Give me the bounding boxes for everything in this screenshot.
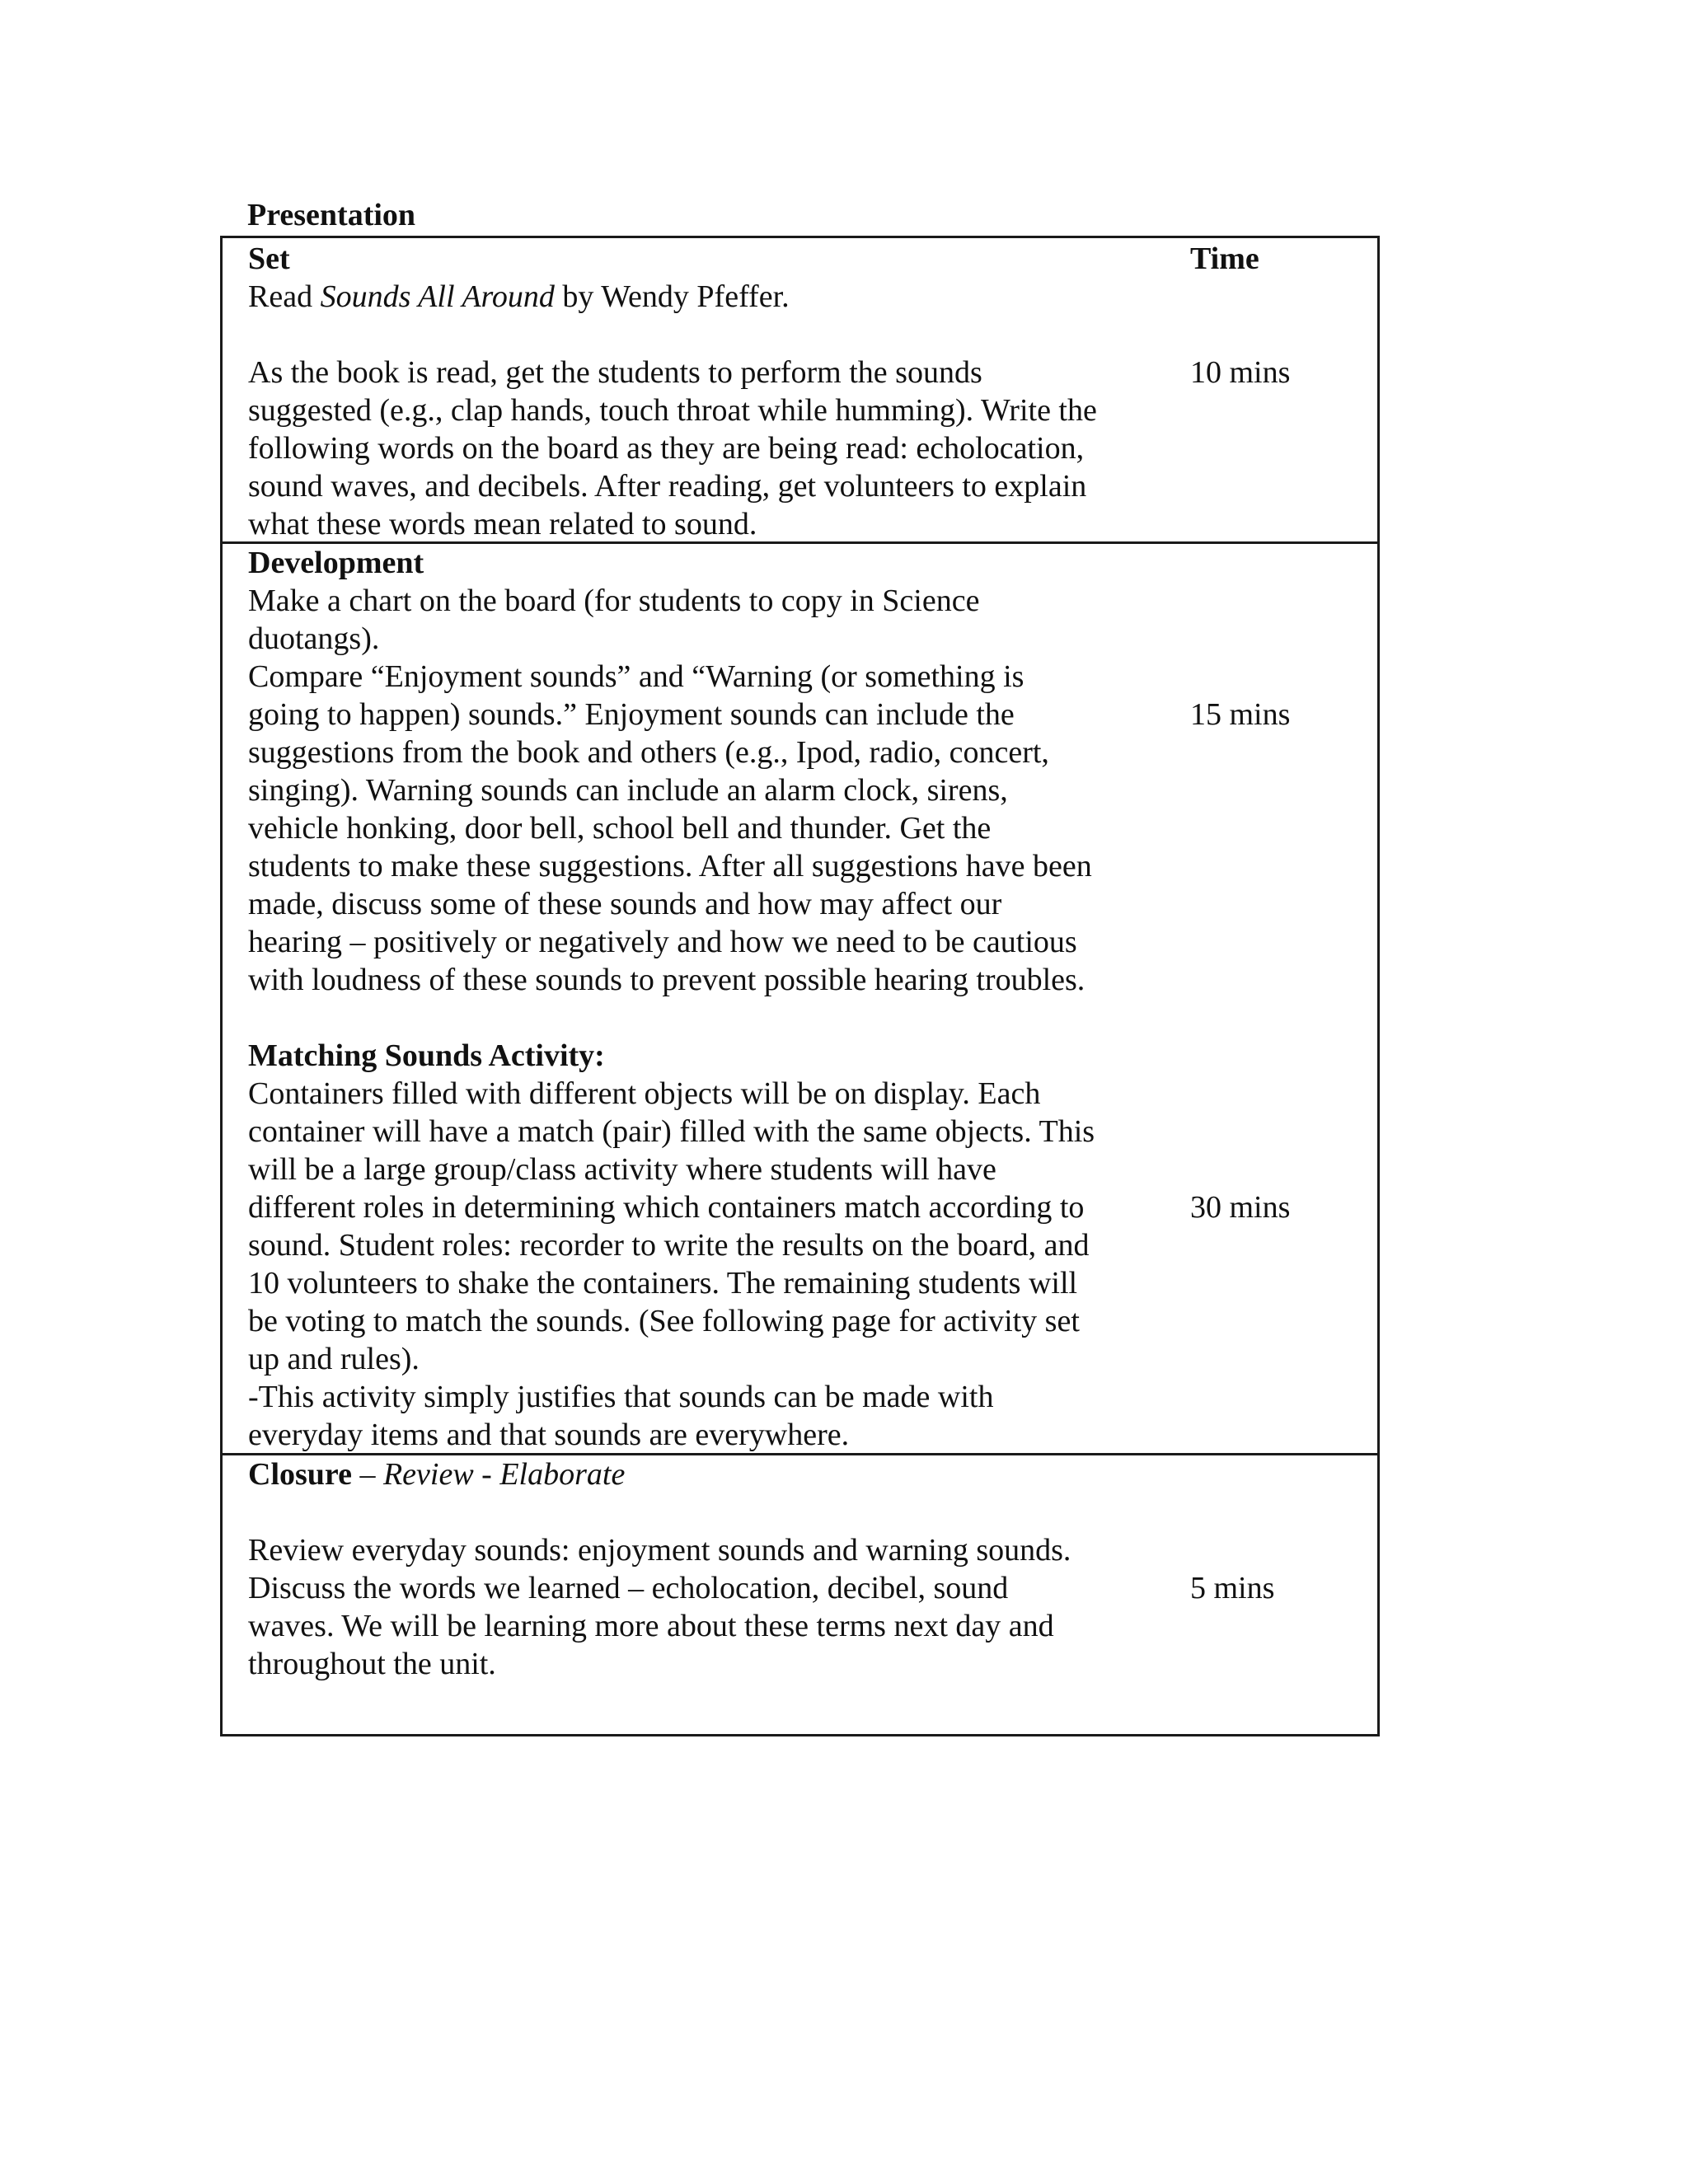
closure-subheading: Review - Elaborate (382, 1457, 626, 1492)
paragraph-line: sound waves, and decibels. After reading, get volunteers to explain (248, 469, 1087, 504)
closure-heading-line (248, 1455, 1221, 1493)
paragraph-line: Make a chart on the board (for students to copy in Science (248, 583, 980, 618)
paragraph-line: As the book is read, get the students to perform the sounds (248, 355, 982, 390)
paragraph-line: going to happen) sounds.” Enjoyment sounds can include the (248, 697, 1015, 732)
activity-heading: Matching Sounds Activity: (248, 1038, 605, 1073)
closure-paragraph (248, 1531, 1221, 1683)
paragraph-line: everyday items and that sounds are everywhere. (248, 1418, 850, 1452)
set-time: 10 mins (1190, 355, 1291, 390)
paragraph-line: be voting to match the sounds. (See following page for activity set (248, 1304, 1080, 1338)
section-title: Presentation (247, 198, 416, 232)
paragraph-line: vehicle honking, door bell, school bell and thunder. Get the (248, 811, 992, 846)
read-suffix: by Wendy Pfeffer. (554, 279, 790, 314)
activity-paragraph (248, 1075, 1221, 1454)
paragraph-line: sound. Student roles: recorder to write the results on the board, and (248, 1228, 1090, 1263)
paragraph-line: suggested (e.g., clap hands, touch throat while humming). Write the (248, 393, 1097, 428)
paragraph-line: throughout the unit. (248, 1647, 496, 1681)
paragraph-line: waves. We will be learning more about these terms next day and (248, 1609, 1054, 1643)
development-row (223, 544, 1377, 1455)
set-heading: Set (248, 241, 290, 276)
paragraph-line: Discuss the words we learned – echolocation, decibel, sound (248, 1571, 1009, 1605)
closure-heading: Closure (248, 1457, 352, 1492)
paragraph-line: up and rules). (248, 1342, 420, 1376)
paragraph-line: Review everyday sounds: enjoyment sounds and warning sounds. (248, 1533, 1071, 1568)
paragraph-line: made, discuss some of these sounds and how may affect our (248, 887, 1002, 921)
paragraph-line: 10 volunteers to shake the containers. The remaining students will (248, 1266, 1078, 1301)
paragraph-line: different roles in determining which containers match according to (248, 1190, 1085, 1225)
paragraph-line: container will have a match (pair) filled with the same objects. This (248, 1114, 1095, 1149)
closure-heading-separator: – (351, 1457, 383, 1492)
read-prefix: Read (248, 279, 321, 314)
paragraph-line: duotangs). (248, 621, 380, 656)
activity-time: 30 mins (1190, 1190, 1291, 1225)
closure-row (223, 1455, 1377, 1734)
paragraph-line: what these words mean related to sound. (248, 507, 757, 541)
paragraph-line: singing). Warning sounds can include an alarm clock, sirens, (248, 773, 1008, 808)
time-column-heading: Time (1190, 241, 1259, 276)
closure-time: 5 mins (1190, 1571, 1275, 1605)
set-paragraph (248, 354, 1221, 543)
paragraph-line: with loudness of these sounds to prevent possible hearing troubles. (248, 963, 1085, 997)
lesson-plan-table (220, 236, 1380, 1736)
paragraph-line: Containers filled with different objects will be on display. Each (248, 1076, 1041, 1111)
paragraph-line: following words on the board as they are being read: echolocation, (248, 431, 1085, 466)
paragraph-line: Compare “Enjoyment sounds” and “Warning (or something is (248, 659, 1025, 694)
book-title: Sounds All Around (320, 279, 555, 314)
paragraph-line: students to make these suggestions. After all suggestions have been (248, 849, 1092, 883)
set-row (223, 238, 1377, 544)
set-reading-line (248, 278, 1221, 316)
development-paragraph (248, 582, 1221, 999)
paragraph-line: will be a large group/class activity where students will have (248, 1152, 996, 1187)
paragraph-line: -This activity simply justifies that sounds can be made with (248, 1380, 994, 1414)
development-heading: Development (248, 546, 424, 580)
development-time: 15 mins (1190, 697, 1291, 732)
paragraph-line: suggestions from the book and others (e.g., Ipod, radio, concert, (248, 735, 1049, 770)
paragraph-line: hearing – positively or negatively and how we need to be cautious (248, 925, 1077, 959)
